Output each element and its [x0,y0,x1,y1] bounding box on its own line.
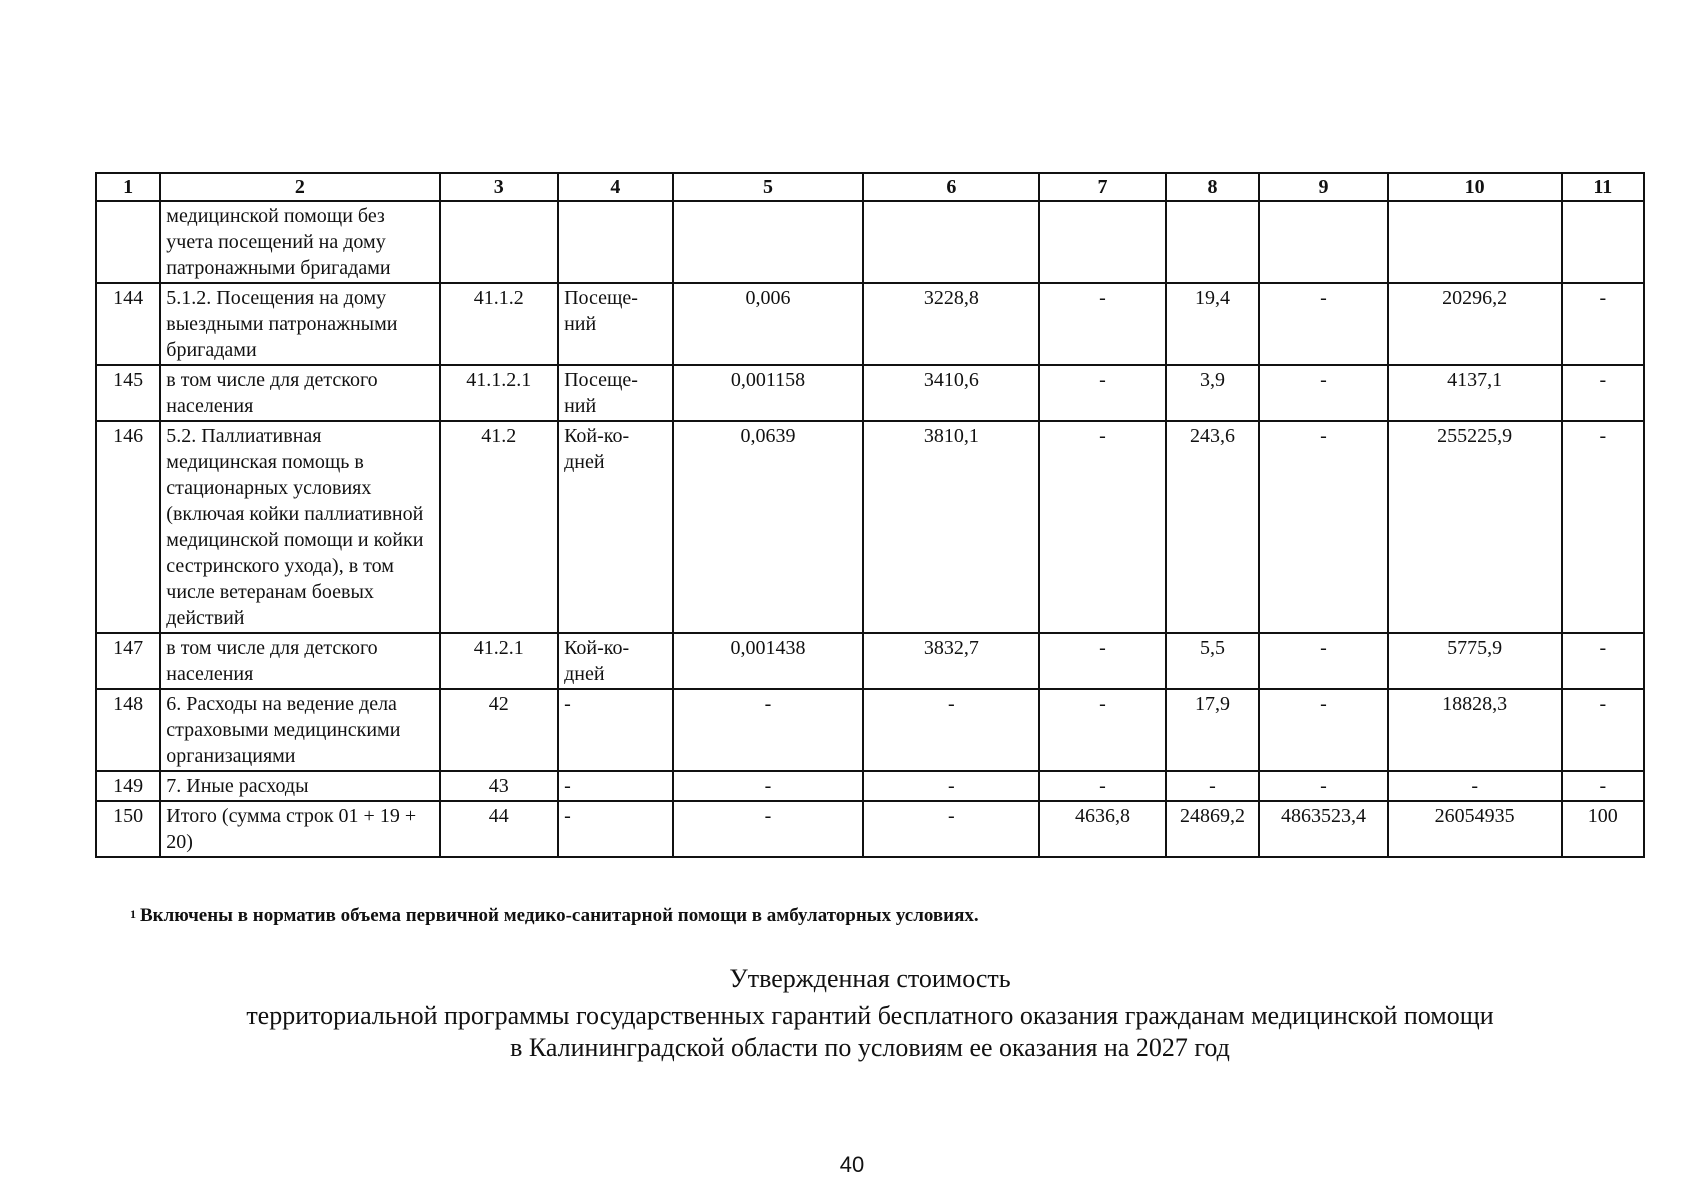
table-cell: 5.1.2. Посещения на дому выездными патронажными бригадами [160,283,439,365]
table-cell: 20296,2 [1388,283,1562,365]
table-cell: 18828,3 [1388,689,1562,771]
table-header-row [96,173,1644,201]
table-cell: в том числе для детского населения [160,633,439,689]
column-header: 2 [160,173,439,201]
table-row [96,689,1644,771]
footnote [130,904,1580,928]
table-cell: Посеще-ний [558,365,673,421]
table-cell: 3228,8 [863,283,1039,365]
table-cell: - [863,801,1039,857]
table-cell: 144 [96,283,160,365]
table-cell: Кой-ко-дней [558,421,673,633]
table-cell: Посеще-ний [558,283,673,365]
table-cell: 243,6 [1166,421,1259,633]
table-cell: 4137,1 [1388,365,1562,421]
table-cell: - [673,801,864,857]
table-cell: 145 [96,365,160,421]
table-row [96,633,1644,689]
table-cell: 41.2.1 [440,633,559,689]
table-cell: 5,5 [1166,633,1259,689]
table-cell: 0,001158 [673,365,864,421]
table-cell: - [1039,365,1166,421]
table-row [96,771,1644,801]
table-cell: 42 [440,689,559,771]
table-cell: 3832,7 [863,633,1039,689]
table-cell: 41.1.2 [440,283,559,365]
table-cell: - [1039,283,1166,365]
column-header: 8 [1166,173,1259,201]
table-cell: - [1388,771,1562,801]
table-cell: 5775,9 [1388,633,1562,689]
table-cell: - [1562,365,1644,421]
table-cell: 5.2. Паллиативная медицинская помощь в стационарных условиях (включая койки паллиативной медицинской помощи и койки сестринского ухода), в том числе ветеранам боевых действий [160,421,439,633]
table-row [96,365,1644,421]
table-row [96,421,1644,633]
table-cell: - [558,771,673,801]
table-cell: - [1259,771,1388,801]
table-cell: - [1039,633,1166,689]
column-header: 1 [96,173,160,201]
section-subtitle-line-2: в Калининградской области по условиям ее оказания на 2027 год [510,1033,1230,1062]
table-cell: 146 [96,421,160,633]
table-cell: - [1259,689,1388,771]
table-cell: - [1259,283,1388,365]
column-header: 11 [1562,173,1644,201]
table-cell: в том числе для детского населения [160,365,439,421]
table-cell: 150 [96,801,160,857]
table-cell: - [673,771,864,801]
table-cell: 7. Иные расходы [160,771,439,801]
table-cell: - [863,771,1039,801]
section-title: Утвержденная стоимость [729,964,1011,993]
table-cell: 148 [96,689,160,771]
table-cell: 41.2 [440,421,559,633]
section-subtitle-line-1: территориальной программы государственных гарантий бесплатного оказания гражданам медицинской помощи [246,1001,1494,1030]
table-cell: 44 [440,801,559,857]
table-row [96,201,1644,283]
table-cell: 43 [440,771,559,801]
table-row [96,283,1644,365]
table-cell: 0,001438 [673,633,864,689]
table-cell: - [1039,689,1166,771]
column-header: 7 [1039,173,1166,201]
column-header: 10 [1388,173,1562,201]
footnote-marker: 1 [130,907,136,921]
table-cell: 17,9 [1166,689,1259,771]
table-cell: - [1166,771,1259,801]
table-cell: 3,9 [1166,365,1259,421]
table-cell: 19,4 [1166,283,1259,365]
column-header: 5 [673,173,864,201]
table-cell: 0,006 [673,283,864,365]
table-cell: 4863523,4 [1259,801,1388,857]
column-header: 9 [1259,173,1388,201]
table-cell [673,201,864,283]
table-cell [1166,201,1259,283]
table-cell: - [1562,633,1644,689]
table-cell [558,201,673,283]
table-cell: 149 [96,771,160,801]
table-cell: - [558,801,673,857]
footnote-text: Включены в норматив объема первичной медико-санитарной помощи в амбулаторных условиях. [140,905,979,926]
table-cell: 41.1.2.1 [440,365,559,421]
table-cell: 3810,1 [863,421,1039,633]
table-cell [1259,201,1388,283]
table-cell: - [558,689,673,771]
table-cell [440,201,559,283]
table-cell: - [673,689,864,771]
data-table [95,172,1645,858]
table-cell: - [863,689,1039,771]
table-cell: - [1562,283,1644,365]
table-cell: - [1562,771,1644,801]
table-row [96,801,1644,857]
table-cell: - [1562,421,1644,633]
table-cell: Кой-ко-дней [558,633,673,689]
table-cell: медицинской помощи без учета посещений на дому патронажными бригадами [160,201,439,283]
table-cell [1388,201,1562,283]
table-cell [1562,201,1644,283]
table-cell: 100 [1562,801,1644,857]
table-cell [863,201,1039,283]
table-cell: 24869,2 [1166,801,1259,857]
table-cell: 3410,6 [863,365,1039,421]
table-cell: 6. Расходы на ведение дела страховыми медицинскими организациями [160,689,439,771]
table-cell: - [1039,771,1166,801]
column-header: 6 [863,173,1039,201]
table-cell: 147 [96,633,160,689]
table-cell [96,201,160,283]
column-header: 4 [558,173,673,201]
table-cell: - [1259,365,1388,421]
table-cell: - [1039,421,1166,633]
table-cell: 0,0639 [673,421,864,633]
table-cell: Итого (сумма строк 01 + 19 + 20) [160,801,439,857]
table-cell: - [1259,633,1388,689]
column-header: 3 [440,173,559,201]
page-number: 40 [839,1152,865,1177]
table-cell: 255225,9 [1388,421,1562,633]
table-cell: 26054935 [1388,801,1562,857]
table-cell: 4636,8 [1039,801,1166,857]
table-cell [1039,201,1166,283]
table-cell: - [1562,689,1644,771]
table-cell: - [1259,421,1388,633]
